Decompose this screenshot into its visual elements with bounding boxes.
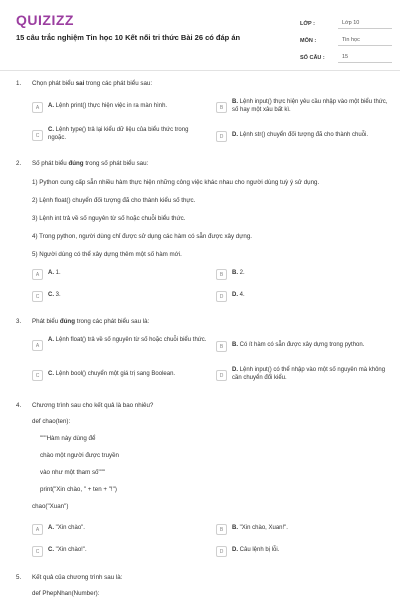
option-d[interactable]: [216, 547, 391, 557]
option-body: Lệnh float() trả về số nguyên từ số hoặc chuỗi biểu thức.: [55, 337, 207, 343]
option-letter-box: A: [32, 524, 43, 535]
meta-key: SỐ CÂU :: [300, 55, 325, 61]
option-letter-box: A: [32, 340, 43, 351]
option-letter-box: A: [32, 269, 43, 280]
option-label: D.: [232, 547, 238, 553]
option-body: Lệnh bool() chuyển một giá trị sang Boolean.: [55, 371, 176, 377]
code-line: chao("Xuan"): [32, 503, 69, 510]
option-c[interactable]: [32, 371, 207, 381]
document-title: 15 câu trắc nghiệm Tin học 10 Kết nối tri thức Bài 26 có đáp án: [16, 33, 241, 42]
question-number: 5.: [16, 574, 22, 581]
option-text: [232, 99, 391, 114]
option-label: C.: [48, 127, 54, 133]
option-body: Lệnh input() có thể nhập vào một số nguyên mà không cần chuyển đổi kiểu.: [232, 367, 386, 381]
option-label: A.: [48, 270, 54, 276]
option-body: Có ít hàm có sẵn được xây dựng trong python.: [239, 342, 365, 348]
option-letter-box: C: [32, 370, 43, 381]
question-number: 2.: [16, 160, 22, 167]
option-body: 1.: [55, 270, 61, 276]
option-text: [232, 292, 245, 300]
code-line: def PhepNhan(Number):: [32, 590, 100, 597]
option-b[interactable]: [216, 525, 391, 535]
option-text: [48, 371, 175, 379]
option-body: "Xin chào!".: [55, 547, 87, 553]
option-c[interactable]: [32, 127, 207, 142]
option-label: D.: [232, 367, 238, 373]
option-a[interactable]: [32, 337, 207, 351]
option-text: [48, 103, 167, 111]
question-stem: [32, 318, 386, 325]
option-label: C.: [48, 371, 54, 377]
stem-text: Chọn phát biểu: [32, 80, 76, 87]
question-number: 4.: [16, 402, 22, 409]
option-body: Câu lệnh bị lỗi.: [239, 547, 280, 553]
code-line: chào một người được truyền: [40, 452, 119, 459]
option-body: Lệnh type() trả lại kiểu dữ liệu của biểu thức trong ngoặc.: [48, 127, 189, 141]
option-label: B.: [232, 99, 238, 105]
option-letter-box: B: [216, 524, 227, 535]
option-text: [232, 367, 391, 382]
option-text: [48, 127, 207, 142]
statement-line: 5) Người dùng có thể xây dựng thêm một số hàm mới.: [32, 251, 182, 258]
option-text: [232, 342, 364, 350]
option-letter-box: D: [216, 546, 227, 557]
option-body: 4.: [239, 292, 245, 298]
option-label: A.: [48, 103, 54, 109]
option-label: A.: [48, 337, 54, 343]
option-body: "Xin chào, Xuan!".: [239, 525, 288, 531]
option-a[interactable]: [32, 103, 207, 113]
question-number: 1.: [16, 80, 22, 87]
stem-text: trong các phát biểu sau là:: [75, 318, 150, 325]
quizizz-logo: QUIZIZZ: [16, 12, 74, 28]
question-number: 3.: [16, 318, 22, 325]
meta-value: Tin học: [338, 37, 392, 46]
document-header: [0, 0, 400, 66]
option-letter-box: D: [216, 291, 227, 302]
code-line: vào như một tham số""": [40, 469, 106, 476]
meta-value: Lớp 10: [338, 20, 392, 29]
option-text: [48, 270, 61, 278]
option-label: C.: [48, 292, 54, 298]
option-letter-box: B: [216, 341, 227, 352]
option-d[interactable]: [216, 367, 391, 382]
stem-emphasis: đúng: [68, 160, 84, 167]
option-letter-box: C: [32, 291, 43, 302]
option-label: B.: [232, 270, 238, 276]
option-d[interactable]: [216, 292, 391, 302]
option-b[interactable]: [216, 342, 391, 352]
meta-key: MÔN :: [300, 38, 317, 44]
option-c[interactable]: [32, 547, 207, 557]
option-label: B.: [232, 525, 238, 531]
option-b[interactable]: [216, 99, 391, 114]
meta-key: LỚP :: [300, 21, 315, 27]
option-letter-box: B: [216, 102, 227, 113]
stem-text: trong các phát biểu sau:: [84, 80, 153, 87]
statement-line: 3) Lệnh int trả về số nguyên từ số hoặc chuỗi biểu thức.: [32, 215, 186, 222]
code-line: """Hàm này dùng để: [40, 435, 96, 442]
header-divider: [0, 70, 400, 71]
option-letter-box: D: [216, 131, 227, 142]
option-text: [232, 132, 368, 140]
option-c[interactable]: [32, 292, 207, 302]
stem-emphasis: đúng: [59, 318, 75, 325]
option-body: Lệnh str() chuyển đối tượng đã cho thành chuỗi.: [239, 132, 369, 138]
option-text: [48, 525, 85, 533]
stem-text: Phát biểu: [32, 318, 60, 325]
question-stem: [32, 574, 386, 581]
code-line: print("Xin chào, " + ten + "!"): [40, 486, 117, 493]
option-text: [232, 270, 245, 278]
option-text: [48, 337, 206, 345]
option-text: [232, 547, 279, 555]
option-body: Lệnh input() thực hiện yêu cầu nhập vào một biểu thức, số hay một xâu bất kì.: [232, 99, 388, 113]
question-stem: [32, 160, 386, 167]
option-body: 3.: [55, 292, 61, 298]
question-stem: [32, 402, 386, 409]
option-label: D.: [232, 292, 238, 298]
meta-row-class: [300, 14, 392, 29]
option-text: [232, 525, 288, 533]
option-a[interactable]: [32, 525, 207, 535]
option-body: 2.: [239, 270, 245, 276]
meta-row-subject: [300, 31, 392, 46]
option-body: Lệnh print() thực hiện việc in ra màn hình.: [55, 103, 168, 109]
stem-text: Chương trình sau cho kết quả là bao nhiêu?: [32, 402, 154, 409]
meta-panel: [300, 14, 392, 65]
stem-text: trong số phát biểu sau:: [83, 160, 149, 167]
option-text: [48, 292, 61, 300]
option-letter-box: D: [216, 370, 227, 381]
option-letter-box: C: [32, 546, 43, 557]
meta-row-count: [300, 48, 392, 63]
statement-line: 1) Python cung cấp sẵn nhiều hàm thực hiện những công việc khác nhau cho người dùng tuỳ ý sử dụng.: [32, 179, 320, 186]
option-label: B.: [232, 342, 238, 348]
option-b[interactable]: [216, 270, 391, 280]
option-a[interactable]: [32, 270, 207, 280]
option-label: A.: [48, 525, 54, 531]
option-letter-box: B: [216, 269, 227, 280]
option-label: C.: [48, 547, 54, 553]
code-line: def chao(ten):: [32, 418, 71, 425]
stem-emphasis: sai: [75, 80, 85, 87]
option-body: "Xin chào".: [55, 525, 85, 531]
option-letter-box: C: [32, 130, 43, 141]
stem-text: Số phát biểu: [32, 160, 69, 167]
option-label: D.: [232, 132, 238, 138]
statement-line: 4) Trong python, người dùng chỉ được sử dụng các hàm có sẵn được xây dựng.: [32, 233, 252, 240]
option-text: [48, 547, 87, 555]
meta-value: 15: [338, 54, 392, 63]
question-stem: [32, 80, 386, 87]
statement-line: 2) Lệnh float() chuyển đối tượng đã cho thành kiểu số thực.: [32, 197, 196, 204]
option-letter-box: A: [32, 102, 43, 113]
option-d[interactable]: [216, 132, 391, 142]
stem-text: Kết quả của chương trình sau là:: [32, 574, 123, 581]
